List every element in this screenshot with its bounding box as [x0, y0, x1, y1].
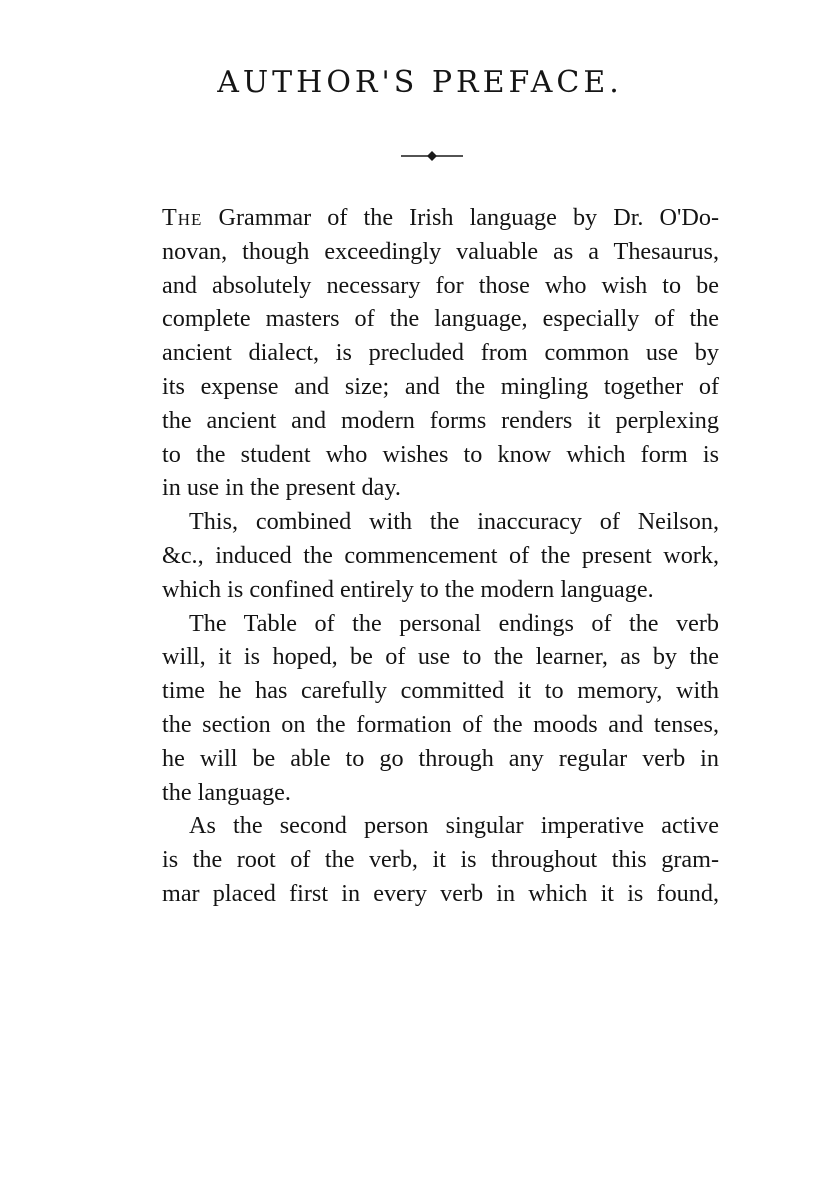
paragraph-3 [162, 607, 719, 810]
text-line: which is confined entirely to the modern language. [162, 575, 654, 603]
text-line: time he has carefully committed it to memory, with [162, 677, 719, 705]
text-line: novan, though exceedingly valuable as a Thesaurus, [162, 237, 719, 265]
text-line: to the student who wishes to know which form is [162, 440, 719, 468]
text-line: he will be able to go through any regular verb in [162, 744, 719, 772]
diamond-rule-ornament [401, 150, 463, 162]
text-line: As the second person singular imperative active [189, 812, 719, 840]
text-line: is the root of the verb, it is throughout this gram- [162, 846, 719, 874]
page-heading: AUTHOR'S PREFACE. [217, 65, 623, 100]
preface-body [162, 201, 719, 911]
drop-word: The [162, 204, 203, 231]
text-line: the language. [162, 778, 291, 806]
text-line: the section on the formation of the moods and tenses, [162, 710, 719, 738]
text-line: ancient dialect, is precluded from common use by [162, 339, 719, 367]
text-line: complete masters of the language, especially of the [162, 305, 719, 333]
text-line [162, 201, 719, 235]
text-line: The Table of the personal endings of the verb [189, 609, 719, 637]
text-line: its expense and size; and the mingling together of [162, 372, 719, 400]
line-text: Grammar of the Irish language by Dr. O'Do- [202, 204, 719, 231]
text-line: &c., induced the commencement of the present work, [162, 541, 719, 569]
paragraph-1 [162, 201, 719, 505]
paragraph-2 [162, 505, 719, 606]
text-line: will, it is hoped, be of use to the learner, as by the [162, 643, 719, 671]
text-line: the ancient and modern forms renders it perplexing [162, 406, 719, 434]
text-line: mar placed first in every verb in which it is found, [162, 879, 719, 907]
text-line: and absolutely necessary for those who wish to be [162, 271, 719, 299]
text-line: in use in the present day. [162, 474, 401, 502]
paragraph-4 [162, 809, 719, 910]
text-line: This, combined with the inaccuracy of Neilson, [189, 508, 719, 536]
